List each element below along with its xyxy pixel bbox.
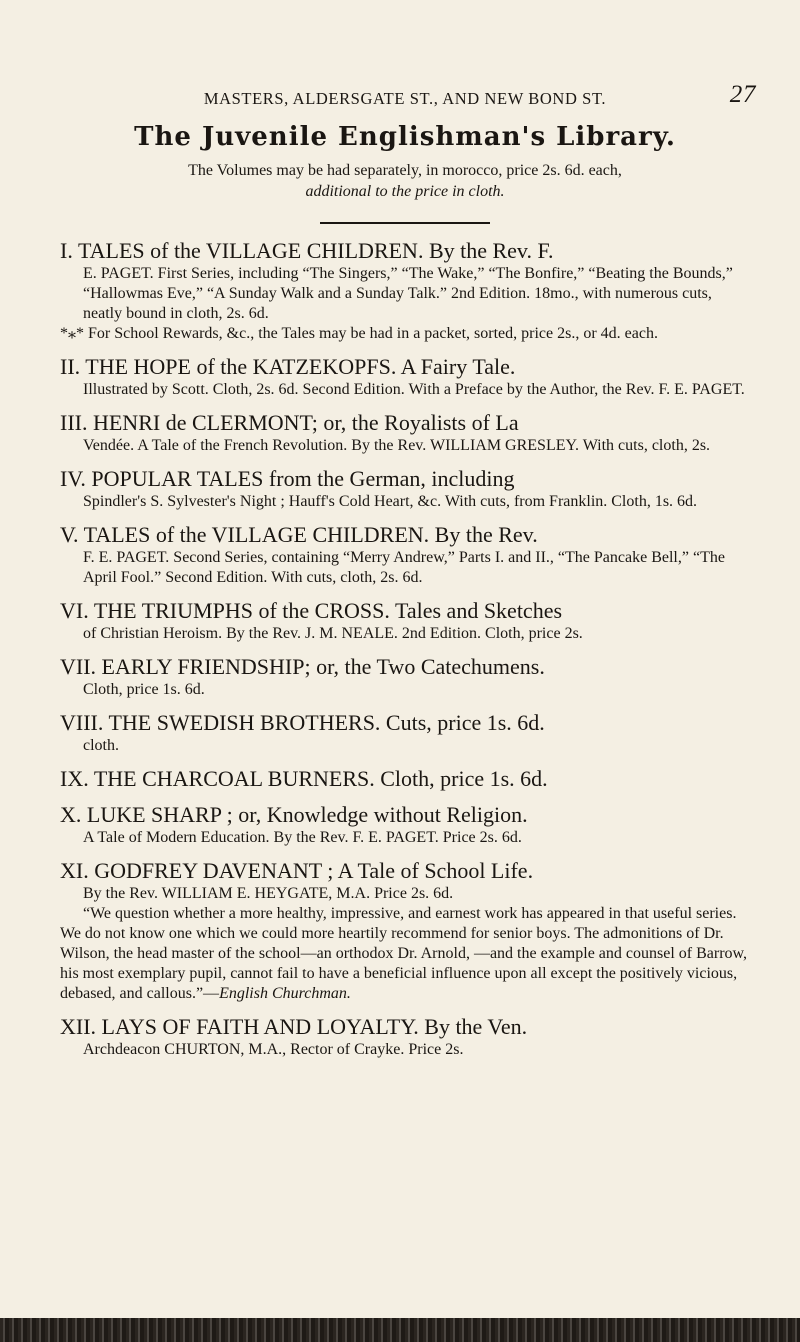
entry-numeral: X. bbox=[60, 802, 82, 827]
page-bottom-edge bbox=[0, 1318, 800, 1342]
entry-note: *⁎* For School Rewards, &c., the Tales may be had in a packet, sorted, price 2s., or 4d. each. bbox=[60, 325, 658, 342]
series-title: The Juvenile Englishman's Library. bbox=[134, 122, 676, 152]
intro-note: additional to the price in cloth. bbox=[305, 183, 505, 200]
entry-title: THE SWEDISH BROTHERS. Cuts, price 1s. 6d. bbox=[108, 710, 545, 735]
page-number: 27 bbox=[729, 81, 756, 108]
entry-title: POPULAR TALES from the German, including bbox=[91, 466, 515, 491]
intro bbox=[60, 160, 750, 202]
intro-text: The Volumes may be had separately, in morocco, price 2s. 6d. each, bbox=[188, 162, 622, 179]
entry-11 bbox=[60, 858, 750, 1004]
catalogue-page bbox=[60, 81, 756, 1060]
entry-body: of Christian Heroism. By the Rev. J. M. NEALE. 2nd Edition. Cloth, price 2s. bbox=[83, 625, 583, 642]
entry-numeral: I. bbox=[60, 238, 73, 263]
entry-title: TALES of the VILLAGE CHILDREN. By the Rev. F. bbox=[77, 238, 554, 263]
entry-title: LAYS OF FAITH AND LOYALTY. By the Ven. bbox=[101, 1014, 528, 1039]
entry-body: Vendée. A Tale of the French Revolution. By the Rev. WILLIAM GRESLEY. With cuts, cloth, 2s. bbox=[83, 437, 711, 454]
entry-body: By the Rev. WILLIAM E. HEYGATE, M.A. Price 2s. 6d. bbox=[83, 885, 454, 902]
divider-rule bbox=[320, 222, 490, 224]
entry-1 bbox=[60, 238, 750, 344]
entry-body: cloth. bbox=[83, 737, 119, 754]
entry-9 bbox=[60, 766, 750, 792]
entry-title: TALES of the VILLAGE CHILDREN. By the Rev. bbox=[83, 522, 538, 547]
entry-body: F. E. PAGET. Second Series, containing “Merry Andrew,” Parts I. and II., “The Pancake Bell,” “The April Fool.” Second Edition. With cuts, cloth, 2s. 6d. bbox=[83, 549, 725, 586]
entry-2 bbox=[60, 354, 750, 400]
entry-3 bbox=[60, 410, 750, 456]
entry-body: Archdeacon CHURTON, M.A., Rector of Crayke. Price 2s. bbox=[83, 1041, 464, 1058]
entry-numeral: V. bbox=[60, 522, 79, 547]
entry-numeral: XII. bbox=[60, 1014, 97, 1039]
entry-title: HENRI de CLERMONT; or, the Royalists of La bbox=[92, 410, 519, 435]
entry-4 bbox=[60, 466, 750, 512]
entry-numeral: XI. bbox=[60, 858, 89, 883]
entry-title: THE HOPE of the KATZEKOPFS. A Fairy Tale. bbox=[85, 354, 516, 379]
entry-title: THE CHARCOAL BURNERS. Cloth, price 1s. 6d. bbox=[93, 766, 548, 791]
entry-7 bbox=[60, 654, 750, 700]
entry-6 bbox=[60, 598, 750, 644]
entry-body: A Tale of Modern Education. By the Rev. F. E. PAGET. Price 2s. 6d. bbox=[83, 829, 522, 846]
entry-title: GODFREY DAVENANT ; A Tale of School Life. bbox=[94, 858, 534, 883]
review-quote bbox=[60, 904, 750, 1004]
entry-body: E. PAGET. First Series, including “The Singers,” “The Wake,” “The Bonfire,” “Beating the Bounds,” “Hallowmas Eve,” “A Sunday Walk and a Sunday Talk.” 2nd Edition. 18mo., with numerous cuts, neatly bound in cloth, 2s. 6d. bbox=[83, 265, 733, 322]
entry-5 bbox=[60, 522, 750, 588]
entry-numeral: VI. bbox=[60, 598, 89, 623]
running-header bbox=[60, 81, 756, 112]
entry-title: EARLY FRIENDSHIP; or, the Two Catechumens. bbox=[101, 654, 545, 679]
entry-numeral: VIII. bbox=[60, 710, 104, 735]
entry-10 bbox=[60, 802, 750, 848]
entry-numeral: II. bbox=[60, 354, 81, 379]
review-source: English Churchman. bbox=[219, 985, 351, 1002]
entry-numeral: VII. bbox=[60, 654, 97, 679]
review-text: “We question whether a more healthy, impressive, and earnest work has appeared in that useful series. We do not know one which we could more heartily recommend for senior boys. The admonitions of Dr. Wilson, the head master of the school—an orthodox Dr. Arnold, —and the example and counsel of Barrow, his most exemplary pupil, cannot fail to have a beneficial influence upon all except the positively vicious, debased, and callous.”— bbox=[60, 905, 748, 1002]
entry-body: Cloth, price 1s. 6d. bbox=[83, 681, 205, 698]
running-title: MASTERS, ALDERSGATE ST., AND NEW BOND ST. bbox=[203, 89, 607, 108]
entry-8 bbox=[60, 710, 750, 756]
entry-12 bbox=[60, 1014, 750, 1060]
entry-numeral: IV. bbox=[60, 466, 86, 491]
entry-title: THE TRIUMPHS of the CROSS. Tales and Sketches bbox=[93, 598, 563, 623]
entry-title: LUKE SHARP ; or, Knowledge without Religion. bbox=[86, 802, 528, 827]
entry-numeral: III. bbox=[60, 410, 88, 435]
entry-body: Illustrated by Scott. Cloth, 2s. 6d. Second Edition. With a Preface by the Author, the Rev. F. E. PAGET. bbox=[83, 381, 745, 398]
entry-numeral: IX. bbox=[60, 766, 89, 791]
entry-body: Spindler's S. Sylvester's Night ; Hauff's Cold Heart, &c. With cuts, from Franklin. Cloth, 1s. 6d. bbox=[83, 493, 698, 510]
